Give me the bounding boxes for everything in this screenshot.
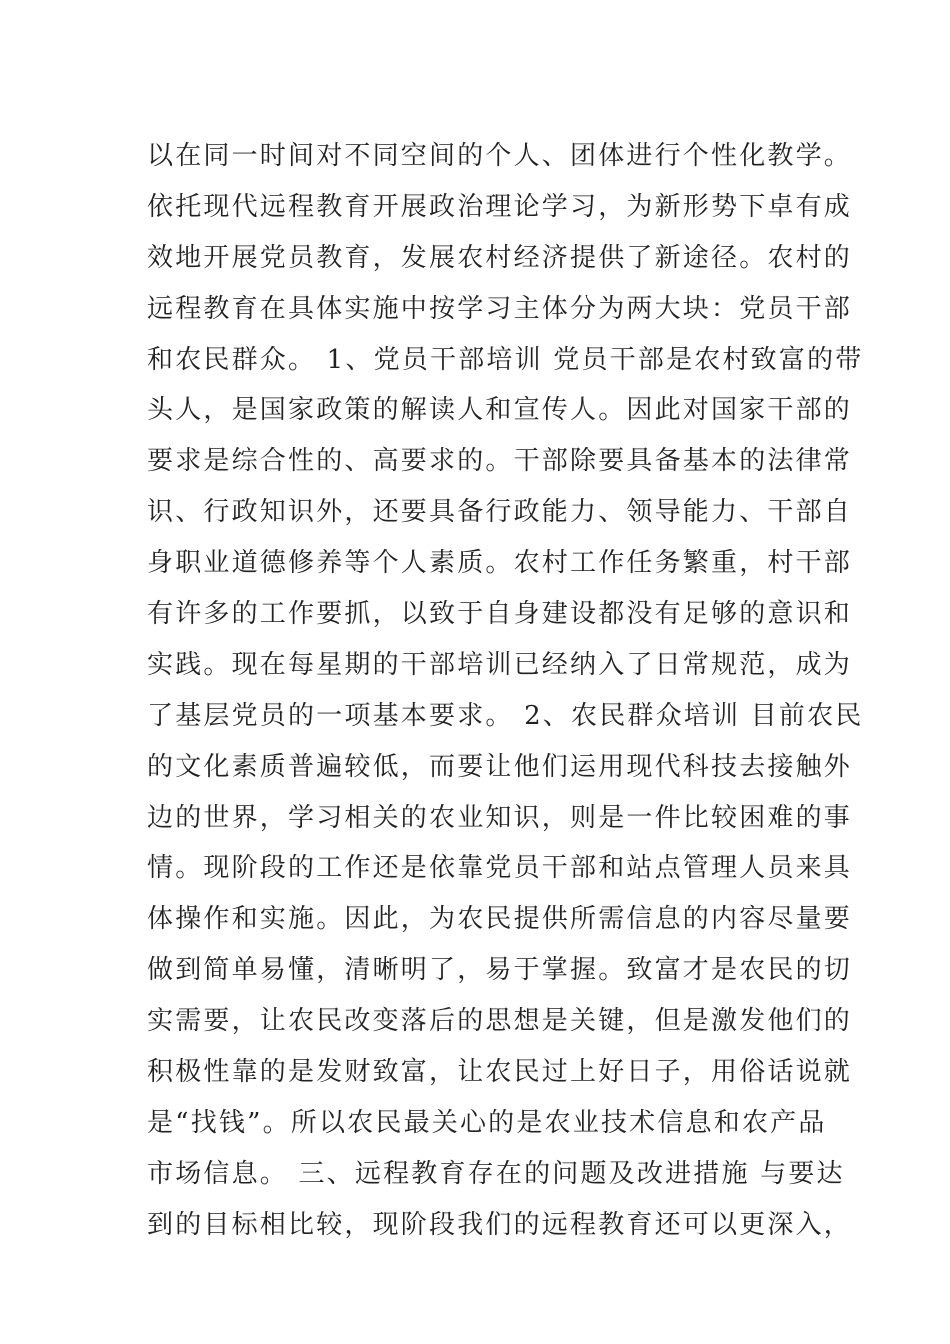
text-line: 做到简单易懂，清晰明了，易于掌握。致富才是农民的切 (147, 955, 853, 986)
text-line: 依托现代远程教育开展政治理论学习，为新形势下卓有成 (147, 191, 853, 222)
text-line: 到的目标相比较，现阶段我们的远程教育还可以更深入， (147, 1209, 853, 1240)
text-line: 实践。现在每星期的干部培训已经纳入了日常规范，成为 (147, 649, 853, 680)
text-line: 是“找钱”。所以农民最关心的是农业技术信息和农产品 (147, 1107, 827, 1138)
text-line: 远程教育在具体实施中按学习主体分为两大块：党员干部 (147, 293, 853, 324)
text-line: 识、行政知识外，还要具备行政能力、领导能力、干部自 (147, 497, 853, 528)
text-line: 边的世界，学习相关的农业知识，则是一件比较困难的事 (147, 802, 853, 833)
text-line: 了基层党员的一项基本要求。 2、农民群众培训 目前农民 (147, 700, 864, 731)
text-line: 的文化素质普遍较低，而要让他们运用现代科技去接触外 (147, 751, 853, 782)
text-line: 实需要，让农民改变落后的思想是关键，但是激发他们的 (147, 1006, 853, 1037)
text-line: 以在同一时间对不同空间的个人、团体进行个性化教学。 (147, 141, 853, 171)
body-text (147, 131, 864, 1251)
text-line: 身职业道德修养等个人素质。农村工作任务繁重，村干部 (147, 548, 853, 579)
text-line: 市场信息。 三、远程教育存在的问题及改进措施 与要达 (147, 1158, 845, 1189)
text-line: 积极性靠的是发财致富，让农民过上好日子，用俗话说就 (147, 1057, 853, 1088)
text-line: 情。现阶段的工作还是依靠党员干部和站点管理人员来具 (147, 853, 853, 884)
text-line: 效地开展党员教育，发展农村经济提供了新途径。农村的 (147, 242, 853, 273)
text-line: 和农民群众。 1、党员干部培训 党员干部是农村致富的带 (147, 344, 864, 375)
text-line: 有许多的工作要抓，以致于自身建设都没有足够的意识和 (147, 599, 853, 630)
text-line: 体操作和实施。因此，为农民提供所需信息的内容尽量要 (147, 904, 853, 935)
text-line: 要求是综合性的、高要求的。干部除要具备基本的法律常 (147, 446, 853, 477)
text-line: 头人，是国家政策的解读人和宣传人。因此对国家干部的 (147, 395, 853, 426)
